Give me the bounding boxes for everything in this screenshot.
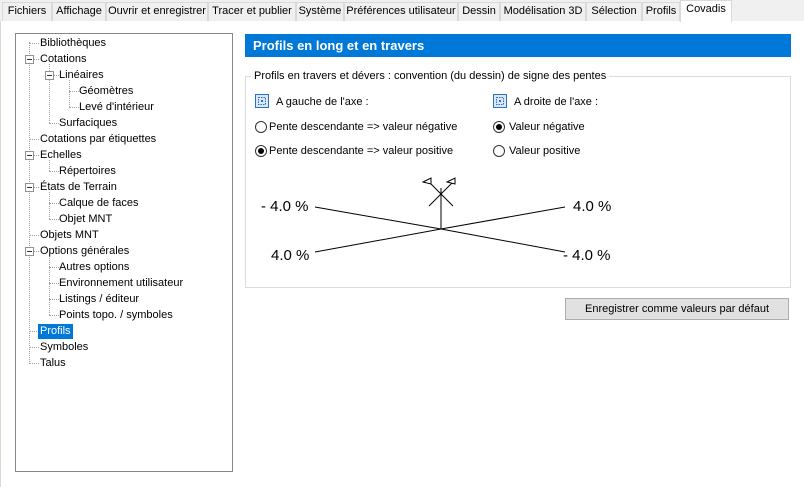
tree-item-surfaciques[interactable]: Surfaciques — [59, 117, 118, 129]
grid-select-icon[interactable] — [255, 94, 269, 108]
tree-item-bibliotheques[interactable]: Bibliothèques — [40, 37, 107, 49]
tab-ouvrir-enregistrer[interactable]: Ouvrir et enregistrer — [106, 2, 208, 21]
tree-item-environnement-utilisateur[interactable]: Environnement utilisateur — [59, 277, 184, 289]
tree-connector — [29, 363, 39, 364]
section-title: Profils en long et en travers — [245, 34, 791, 57]
tab-selection[interactable]: Sélection — [586, 2, 642, 21]
tree-item-autres-options[interactable]: Autres options — [59, 261, 130, 273]
tab-tracer-publier[interactable]: Tracer et publier — [208, 2, 296, 21]
tree-item-lineaires[interactable]: Linéaires — [59, 69, 104, 81]
tree-connector — [49, 299, 59, 300]
tree-connector — [69, 80, 70, 107]
tree-connector — [49, 123, 59, 124]
tree-connector — [49, 203, 59, 204]
tree-connector — [69, 107, 79, 108]
tree-item-objets-mnt[interactable]: Objets MNT — [40, 229, 99, 241]
slope-line — [441, 207, 565, 229]
tree-connector — [69, 91, 79, 92]
slope-label-bottom-right: - 4.0 % — [563, 247, 611, 264]
tree-collapse-toggle[interactable] — [25, 247, 34, 256]
tree-connector — [34, 251, 39, 252]
tree-collapse-toggle[interactable] — [25, 55, 34, 64]
slope-line — [441, 229, 565, 252]
tree-collapse-toggle[interactable] — [25, 151, 34, 160]
radio-left-negative-label[interactable]: Pente descendante => valeur négative — [269, 121, 458, 133]
tree-connector — [49, 315, 59, 316]
slope-label-top-left: - 4.0 % — [261, 198, 309, 215]
grid-select-icon[interactable] — [493, 94, 507, 108]
tree-connector — [49, 192, 50, 219]
tree-item-symboles[interactable]: Symboles — [40, 341, 89, 353]
radio-left-positive-label[interactable]: Pente descendante => valeur positive — [269, 145, 454, 157]
tree-connector — [29, 347, 39, 348]
tree-item-etats-terrain[interactable]: États de Terrain — [40, 181, 117, 193]
tree-item-objet-mnt[interactable]: Objet MNT — [59, 213, 113, 225]
tree-item-listings-editeur[interactable]: Listings / éditeur — [59, 293, 140, 305]
tree-connector — [29, 235, 39, 236]
tree-item-talus[interactable]: Talus — [40, 357, 66, 369]
tree-item-calque-faces[interactable]: Calque de faces — [59, 197, 139, 209]
options-tree[interactable] — [15, 33, 233, 472]
tree-collapse-toggle[interactable] — [25, 183, 34, 192]
slope-line — [315, 207, 441, 229]
radio-right-positive[interactable] — [493, 145, 505, 157]
tab-covadis[interactable]: Covadis — [680, 0, 732, 22]
slope-label-bottom-left: 4.0 % — [271, 247, 310, 264]
tree-item-geometres[interactable]: Géomètres — [79, 85, 134, 97]
tree-item-cotations[interactable]: Cotations — [40, 53, 87, 65]
tab-modelisation-3d[interactable]: Modélisation 3D — [500, 2, 586, 21]
tree-connector — [34, 187, 39, 188]
tree-item-leve-interieur[interactable]: Levé d'intérieur — [79, 101, 154, 113]
tab-affichage[interactable]: Affichage — [52, 2, 106, 21]
tree-item-profils[interactable]: Profils — [40, 325, 71, 337]
tree-connector — [49, 171, 59, 172]
axis-marker-icon — [423, 178, 455, 229]
tree-collapse-toggle[interactable] — [45, 71, 54, 80]
tree-item-cotations-etiquettes[interactable]: Cotations par étiquettes — [40, 133, 157, 145]
tree-connector — [29, 43, 39, 44]
group-title: Profils en travers et dévers : convention (du dessin) de signe des pentes — [251, 69, 609, 83]
tree-item-points-topo-symboles[interactable]: Points topo. / symboles — [59, 309, 173, 321]
save-defaults-button[interactable]: Enregistrer comme valeurs par défaut — [565, 298, 789, 320]
left-axis-heading: A gauche de l'axe : — [276, 96, 369, 108]
slope-line — [315, 229, 441, 252]
tab-systeme[interactable]: Système — [296, 2, 344, 21]
tree-item-echelles[interactable]: Echelles — [40, 149, 82, 161]
tab-preferences-utilisateur[interactable]: Préférences utilisateur — [344, 2, 458, 21]
right-axis-heading: A droite de l'axe : — [514, 96, 599, 108]
radio-right-positive-label[interactable]: Valeur positive — [509, 145, 581, 157]
tree-connector — [49, 283, 59, 284]
tab-fichiers[interactable]: Fichiers — [2, 2, 52, 21]
radio-right-negative-label[interactable]: Valeur négative — [509, 121, 585, 133]
radio-right-negative[interactable] — [493, 121, 505, 133]
tree-connector — [34, 59, 39, 60]
tree-connector — [29, 42, 30, 364]
slope-label-top-right: 4.0 % — [573, 198, 612, 215]
tree-connector — [34, 155, 39, 156]
tree-connector — [49, 267, 59, 268]
radio-left-negative[interactable] — [255, 121, 267, 133]
tree-connector — [49, 219, 59, 220]
tab-profils[interactable]: Profils — [642, 2, 680, 21]
tree-item-options-generales[interactable]: Options générales — [40, 245, 130, 257]
tab-dessin[interactable]: Dessin — [458, 2, 500, 21]
radio-left-positive[interactable] — [255, 145, 267, 157]
tab-strip — [0, 0, 804, 22]
tree-connector — [49, 256, 50, 315]
tree-connector — [29, 139, 39, 140]
tree-item-repertoires[interactable]: Répertoires — [59, 165, 116, 177]
